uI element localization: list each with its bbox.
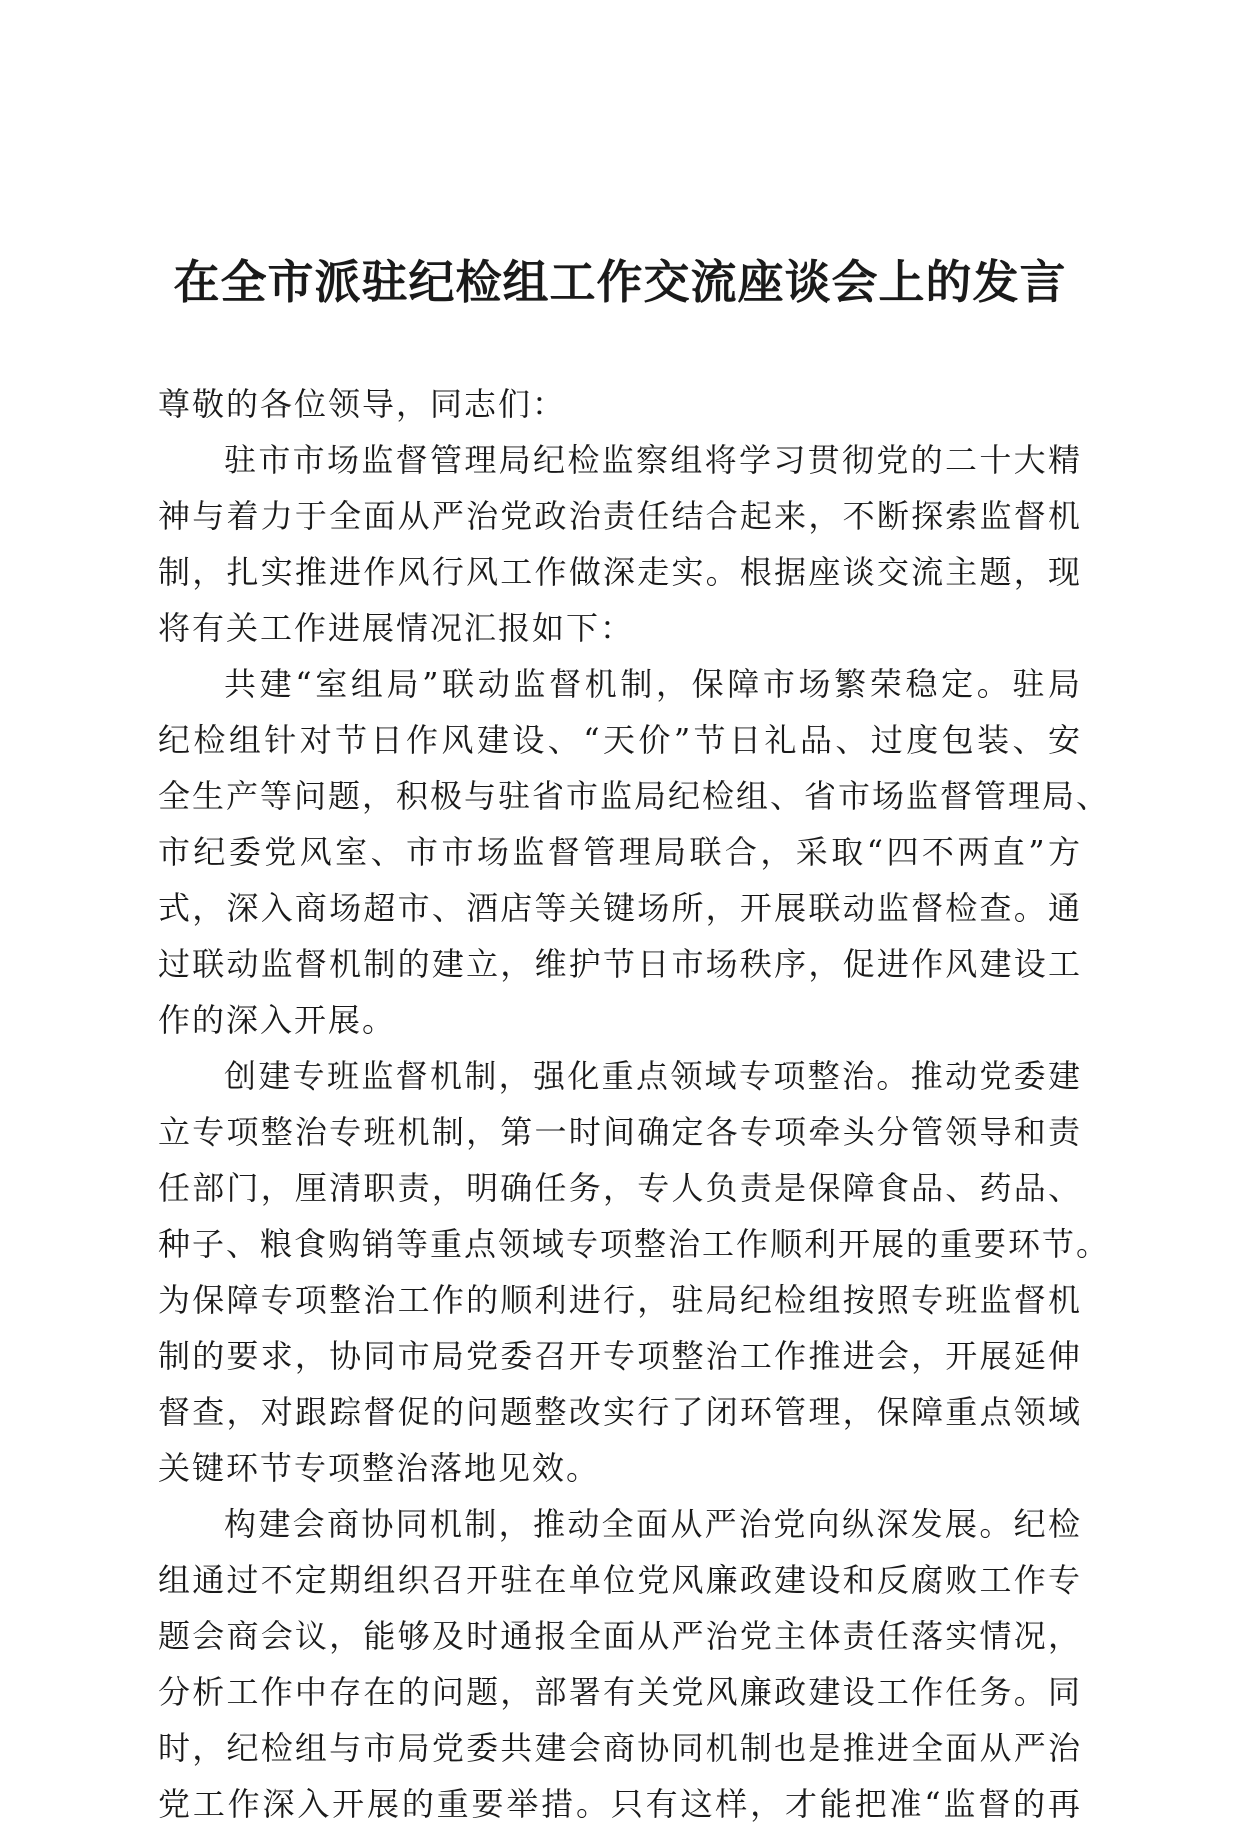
text-line: 构建会商协同机制，推动全面从严治党向纵深发展。纪检: [224, 1505, 1082, 1543]
text-line: 督查，对跟踪督促的问题整改实行了闭环管理，保障重点领域: [158, 1393, 1082, 1431]
text-line: 共建“室组局”联动监督机制，保障市场繁荣稳定。驻局: [224, 665, 1082, 703]
text-line: 党工作深入开展的重要举措。只有这样，才能把准“监督的再: [158, 1785, 1082, 1823]
text-line: 组通过不定期组织召开驻在单位党风廉政建设和反腐败工作专: [158, 1561, 1082, 1599]
text-line: 题会商会议，能够及时通报全面从严治党主体责任落实情况，: [158, 1617, 1082, 1655]
text-line: 将有关工作进展情况汇报如下：: [158, 609, 635, 647]
text-line: 为保障专项整治工作的顺利进行，驻局纪检组按照专班监督机: [158, 1281, 1082, 1319]
text-line: 任部门，厘清职责，明确任务，专人负责是保障食品、药品、: [158, 1169, 1082, 1207]
document-title: 在全市派驻纪检组工作交流座谈会上的发言: [173, 255, 1067, 309]
greeting: 尊敬的各位领导，同志们：: [158, 385, 567, 423]
text-line: 过联动监督机制的建立，维护节日市场秩序，促进作风建设工: [158, 945, 1082, 983]
text-line: 制的要求，协同市局党委召开专项整治工作推进会，开展延伸: [158, 1337, 1082, 1375]
text-line: 关键环节专项整治落地见效。: [158, 1449, 601, 1487]
text-line: 神与着力于全面从严治党政治责任结合起来，不断探索监督机: [158, 497, 1082, 535]
text-line: 驻市市场监督管理局纪检监察组将学习贯彻党的二十大精: [224, 441, 1082, 479]
text-line: 市纪委党风室、市市场监督管理局联合，采取“四不两直”方: [158, 833, 1082, 871]
text-line: 作的深入开展。: [158, 1001, 397, 1039]
text-line: 分析工作中存在的问题，部署有关党风廉政建设工作任务。同: [158, 1673, 1082, 1711]
paragraph: [158, 656, 1111, 1048]
text-line: 种子、粮食购销等重点领域专项整治工作顺利开展的重要环节。: [158, 1225, 1111, 1263]
text-line: 纪检组针对节日作风建设、“天价”节日礼品、过度包装、安: [158, 721, 1082, 759]
paragraph: [158, 1048, 1111, 1496]
text-line: 式，深入商场超市、酒店等关键场所，开展联动监督检查。通: [158, 889, 1082, 927]
text-line: 立专项整治专班机制，第一时间确定各专项牵头分管领导和责: [158, 1113, 1082, 1151]
text-line: 制，扎实推进作风行风工作做深走实。根据座谈交流主题，现: [158, 553, 1082, 591]
text-line: 时，纪检组与市局党委共建会商协同机制也是推进全面从严治: [158, 1729, 1082, 1767]
paragraph: [158, 432, 1082, 656]
text-line: 全生产等问题，积极与驻省市监局纪检组、省市场监督管理局、: [158, 777, 1111, 815]
text-line: 创建专班监督机制，强化重点领域专项整治。推动党委建: [224, 1057, 1082, 1095]
document-body: [158, 376, 1111, 1832]
paragraph: [158, 1496, 1082, 1832]
